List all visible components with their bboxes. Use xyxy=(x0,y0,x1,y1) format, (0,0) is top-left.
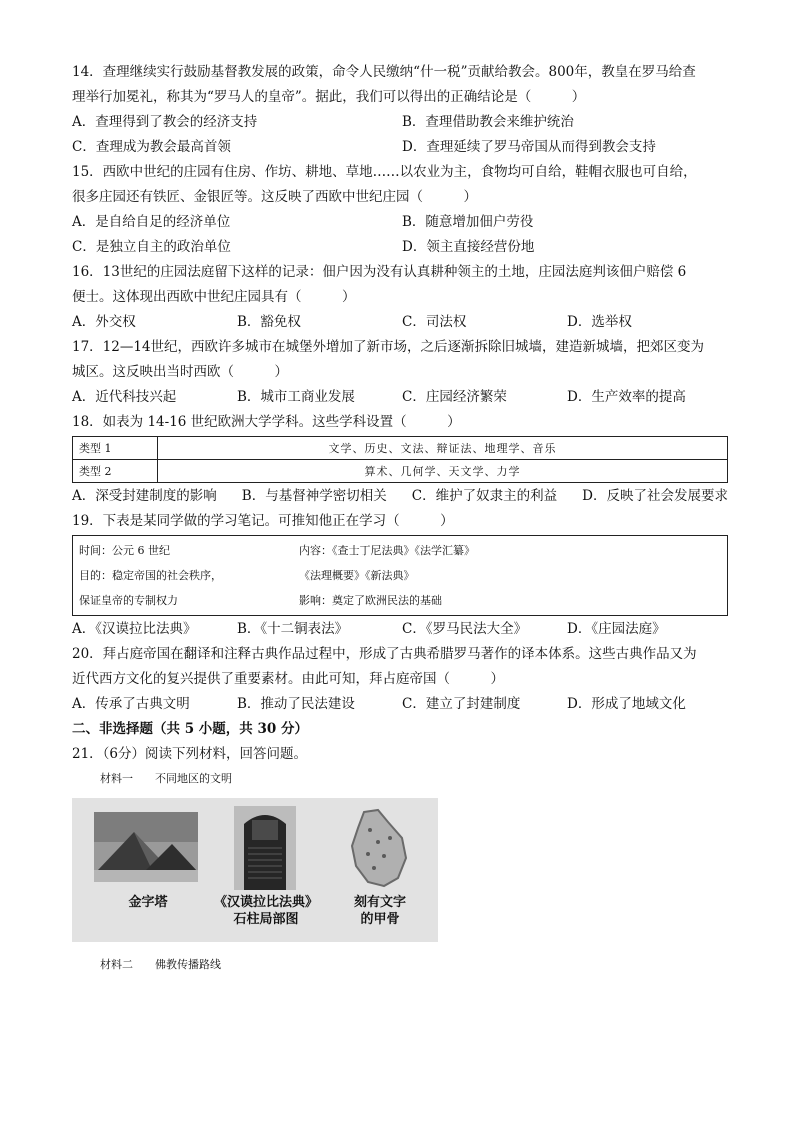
q14-stem: 14．查理继续实行鼓励基督教发展的政策，命令人民缴纳“什一税”贡献给教会。800年，教皇在罗马给查 xyxy=(72,64,696,80)
q15-stem-cont: 很多庄园还有铁匠、金银匠等。这反映了西欧中世纪庄园（ ） xyxy=(72,189,477,205)
q19-option-c[interactable]: C．《罗马民法大全》 xyxy=(402,621,528,637)
note-purpose: 目的：稳定帝国的社会秩序， xyxy=(79,569,222,582)
section-heading: 二、非选择题（共 5 小题，共 30 分） xyxy=(72,721,308,737)
q20-stem: 20．拜占庭帝国在翻译和注释古典作品过程中，形成了古典希腊罗马著作的译本体系。这些古典作品又为 xyxy=(72,646,697,662)
q16-option-d[interactable]: D．选举权 xyxy=(567,314,632,330)
q18-option-b[interactable]: B．与基督神学密切相关 xyxy=(241,488,387,504)
stele-caption-line1: 《汉谟拉比法典》 xyxy=(213,895,318,910)
q15-options-row1 xyxy=(72,210,732,235)
q15-option-c[interactable]: C．是独立自主的政治单位 xyxy=(72,239,231,255)
q15-options-row2 xyxy=(72,235,732,260)
material-1-image xyxy=(72,798,438,942)
table-cell-type: 类型 1 xyxy=(73,437,158,460)
oracle-bone-photo xyxy=(344,808,414,888)
q17-stem-cont: 城区。这反映出当时西欧（ ） xyxy=(72,364,288,380)
q18-option-c[interactable]: C．维护了奴隶主的利益 xyxy=(411,488,558,504)
note-impact: 影响：奠定了欧洲民法的基础 xyxy=(299,594,442,607)
pyramid-photo xyxy=(94,812,198,882)
q18-option-d[interactable]: D．反映了社会发展要求 xyxy=(582,488,728,504)
q15-stem: 15．西欧中世纪的庄园有住房、作坊、耕地、草地……以农业为主，食物均可自给，鞋帽衣服也可自给， xyxy=(72,164,697,180)
q18-option-a[interactable]: A．深受封建制度的影响 xyxy=(72,488,217,504)
q15-option-b[interactable]: B．随意增加佃户劳役 xyxy=(402,214,534,230)
q18-stem: 18．如表为 14-16 世纪欧洲大学学科。这些学科设置（ ） xyxy=(72,414,461,430)
q18-subject-table xyxy=(72,436,728,483)
q16-option-a[interactable]: A．外交权 xyxy=(72,314,136,330)
q14-stem-cont: 理举行加冕礼，称其为“罗马人的皇帝”。据此，我们可以得出的正确结论是（ ） xyxy=(72,89,586,105)
q14-option-a[interactable]: A．查理得到了教会的经济支持 xyxy=(72,114,258,130)
q19-option-b[interactable]: B．《十二铜表法》 xyxy=(237,621,349,637)
pyramid-caption: 金字塔 xyxy=(128,895,168,910)
q14-options-row1 xyxy=(72,110,732,135)
q20-option-b[interactable]: B．推动了民法建设 xyxy=(237,696,355,712)
q20-options xyxy=(72,692,732,717)
q14-option-c[interactable]: C．查理成为教会最高首领 xyxy=(72,139,231,155)
q20-option-d[interactable]: D．形成了地域文化 xyxy=(567,696,686,712)
oracle-bone-caption-line1: 刻有文字 xyxy=(353,895,406,910)
note-content-cont: 《法理概要》《新法典》 xyxy=(299,569,415,582)
q17-option-c[interactable]: C．庄园经济繁荣 xyxy=(402,389,507,405)
q17-stem: 17．12—14世纪，西欧许多城市在城堡外增加了新市场，之后逐渐拆除旧城墙，建造新城墙，把郊区变为 xyxy=(72,339,705,355)
note-content: 内容：《查士丁尼法典》《法学汇纂》 xyxy=(299,544,475,557)
q15-option-d[interactable]: D．领主直接经营份地 xyxy=(402,239,535,255)
q18-options xyxy=(72,484,728,509)
q19-option-a[interactable]: A．《汉谟拉比法典》 xyxy=(72,621,197,637)
q20-option-a[interactable]: A．传承了古典文明 xyxy=(72,696,190,712)
q19-study-note xyxy=(72,535,728,616)
q14-option-b[interactable]: B．查理借助教会来维护统治 xyxy=(402,114,574,130)
material-2-label: 材料二 佛教传播路线 xyxy=(100,958,221,971)
q16-stem: 16．13世纪的庄园法庭留下这样的记录：佃户因为没有认真耕种领主的土地，庄园法庭判该佃户赔偿 6 xyxy=(72,264,687,280)
note-row xyxy=(79,588,721,613)
q19-options xyxy=(72,617,732,642)
stele-photo xyxy=(234,806,296,890)
note-purpose-cont: 保证皇帝的专制权力 xyxy=(79,594,178,607)
q14-options-row2 xyxy=(72,135,732,160)
q17-option-d[interactable]: D．生产效率的提高 xyxy=(567,389,686,405)
q19-option-d[interactable]: D．《庄园法庭》 xyxy=(567,621,666,637)
oracle-bone-caption-line2: 的甲骨 xyxy=(360,912,400,927)
q21-stem: 21．（6分）阅读下列材料，回答问题。 xyxy=(72,746,308,762)
material-1-label: 材料一 不同地区的文明 xyxy=(100,772,232,785)
table-cell-content: 文学、历史、文法、辩证法、地理学、音乐 xyxy=(158,437,728,460)
table-row xyxy=(73,460,728,483)
q17-option-b[interactable]: B．城市工商业发展 xyxy=(237,389,355,405)
note-row xyxy=(79,563,721,588)
table-cell-type: 类型 2 xyxy=(73,460,158,483)
exam-page xyxy=(72,60,732,971)
q16-option-c[interactable]: C．司法权 xyxy=(402,314,467,330)
q17-options xyxy=(72,385,732,410)
q14-option-d[interactable]: D．查理延续了罗马帝国从而得到教会支持 xyxy=(402,139,656,155)
q16-options xyxy=(72,310,732,335)
table-row xyxy=(73,437,728,460)
q19-stem: 19．下表是某同学做的学习笔记。可推知他正在学习（ ） xyxy=(72,513,454,529)
note-time: 时间：公元 6 世纪 xyxy=(79,544,170,557)
q17-option-a[interactable]: A．近代科技兴起 xyxy=(72,389,177,405)
q20-option-c[interactable]: C．建立了封建制度 xyxy=(402,696,521,712)
table-cell-content: 算术、几何学、天文学、力学 xyxy=(158,460,728,483)
stele-caption xyxy=(192,894,340,928)
q15-option-a[interactable]: A．是自给自足的经济单位 xyxy=(72,214,231,230)
stele-caption-line2: 石柱局部图 xyxy=(233,912,299,927)
q16-stem-cont: 便士。这体现出西欧中世纪庄园具有（ ） xyxy=(72,289,356,305)
q20-stem-cont: 近代西方文化的复兴提供了重要素材。由此可知，拜占庭帝国（ ） xyxy=(72,671,504,687)
q16-option-b[interactable]: B．豁免权 xyxy=(237,314,301,330)
oracle-bone-caption xyxy=(342,894,418,928)
note-row xyxy=(79,538,721,563)
